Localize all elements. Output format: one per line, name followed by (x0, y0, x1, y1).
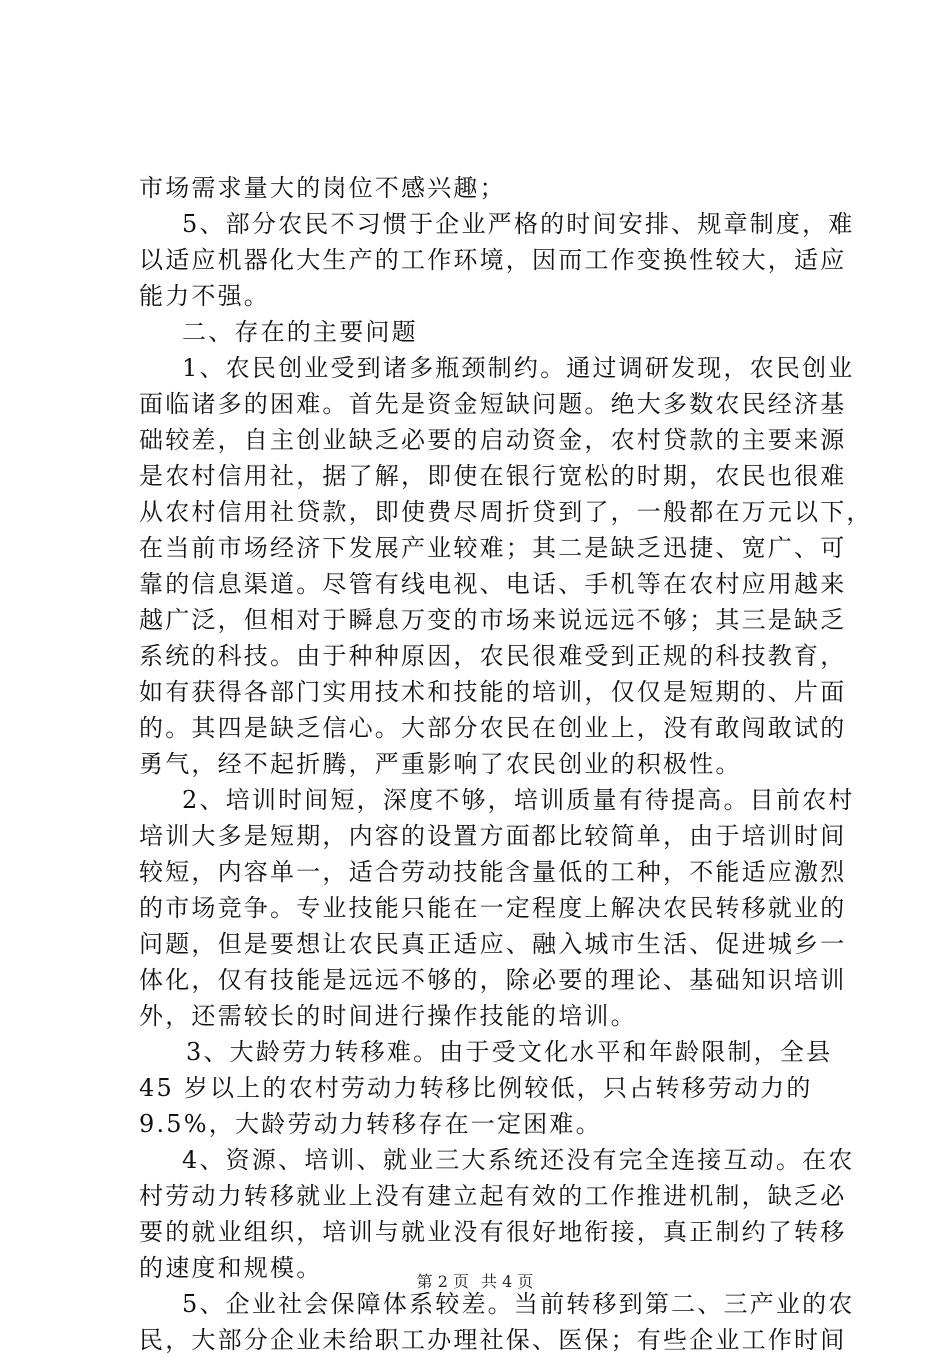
text-line: 9.5%，大龄劳动力转移存在一定困难。 (139, 1110, 602, 1138)
text-line: 面临诸多的困难。首先是资金短缺问题。绝大多数农民经济基 (139, 390, 847, 418)
text-line: 勇气，经不起折腾，严重影响了农民创业的积极性。 (139, 750, 742, 778)
text-line: 培训大多是短期，内容的设置方面都比较简单，由于培训时间 (139, 822, 847, 850)
document-body (139, 170, 873, 1358)
page-total: 共 4 页 (481, 1272, 534, 1291)
text-line: 市场需求量大的岗位不感兴趣； (139, 174, 506, 202)
text-line: 2、培训时间短，深度不够，培训质量有待提高。目前农村 (182, 786, 855, 814)
text-line: 体化，仅有技能是远远不够的，除必要的理论、基础知识培训 (139, 966, 847, 994)
section-heading: 二、存在的主要问题 (182, 318, 418, 346)
text-line: 5、企业社会保障体系较差。当前转移到第二、三产业的农 (182, 1290, 855, 1318)
text-line: 的市场竞争。专业技能只能在一定程度上解决农民转移就业的 (139, 894, 847, 922)
text-line: 外，还需较长的时间进行操作技能的培训。 (139, 1002, 637, 1030)
text-line: 靠的信息渠道。尽管有线电视、电话、手机等在农村应用越来 (139, 570, 847, 598)
text-line: 民，大部分企业未给职工办理社保、医保；有些企业工作时间 (139, 1326, 847, 1354)
text-line: 4、资源、培训、就业三大系统还没有完全连接互动。在农 (182, 1146, 855, 1174)
text-line: 的速度和规模。 (139, 1254, 323, 1282)
text-line: 5、部分农民不习惯于企业严格的时间安排、规章制度，难 (182, 210, 855, 238)
page-number: 第 2 页 (416, 1272, 469, 1291)
text-line: 3、大龄劳力转移难。由于受文化水平和年龄限制，全县 (186, 1038, 833, 1066)
text-line: 较短，内容单一，适合劳动技能含量低的工种，不能适应激烈 (139, 858, 847, 886)
text-line: 要的就业组织，培训与就业没有很好地衔接，真正制约了转移 (139, 1218, 847, 1246)
text-line: 问题，但是要想让农民真正适应、融入城市生活、促进城乡一 (139, 930, 847, 958)
text-line: 能力不强。 (139, 282, 270, 310)
text-line: 以适应机器化大生产的工作环境，因而工作变换性较大，适应 (139, 246, 847, 274)
text-line: 从农村信用社贷款，即使费尽周折贷到了，一般都在万元以下， (139, 498, 873, 526)
text-line: 的。其四是缺乏信心。大部分农民在创业上，没有敢闯敢试的 (139, 714, 847, 742)
text-line: 1、农民创业受到诸多瓶颈制约。通过调研发现，农民创业 (182, 354, 855, 382)
text-line: 45 岁以上的农村劳动力转移比例较低，只占转移劳动力的 (139, 1074, 813, 1102)
text-line: 系统的科技。由于种种原因，农民很难受到正规的科技教育， (139, 642, 847, 670)
text-line: 在当前市场经济下发展产业较难；其二是缺乏迅捷、宽广、可 (139, 534, 847, 562)
text-line: 村劳动力转移就业上没有建立起有效的工作推进机制，缺乏必 (139, 1182, 847, 1210)
text-line: 如有获得各部门实用技术和技能的培训，仅仅是短期的、片面 (139, 678, 847, 706)
text-line: 础较差，自主创业缺乏必要的启动资金，农村贷款的主要来源 (139, 426, 847, 454)
text-line: 是农村信用社，据了解，即使在银行宽松的时期，农民也很难 (139, 462, 847, 490)
text-line: 越广泛，但相对于瞬息万变的市场来说远远不够；其三是缺乏 (139, 606, 847, 634)
page-footer (0, 1272, 950, 1292)
